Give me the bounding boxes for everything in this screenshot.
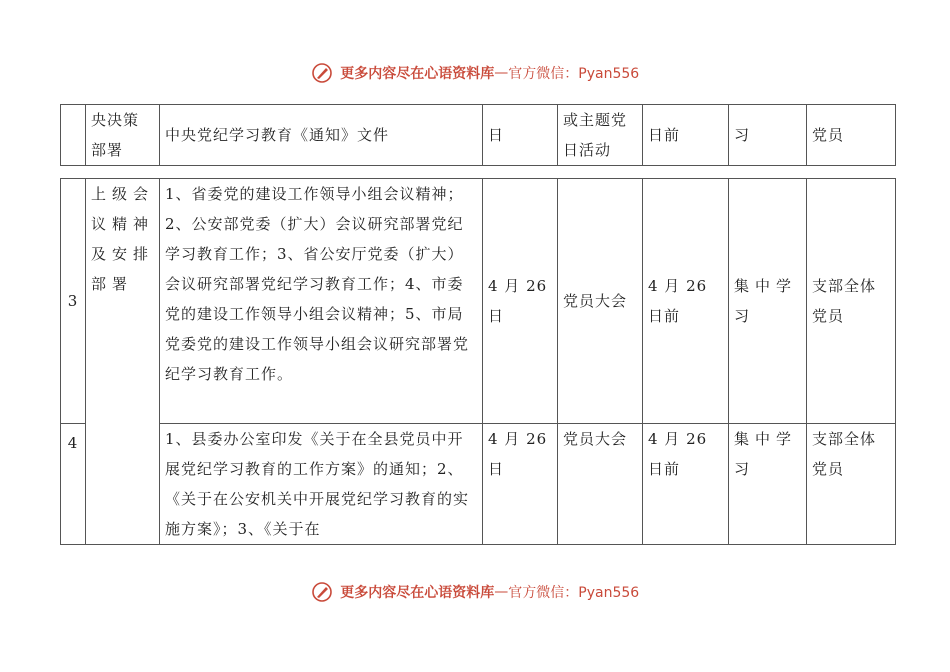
cell-content: 1、省委党的建设工作领导小组会议精神；2、公安部党委（扩大）会议研究部署党纪学习教育工作；3、省公安厅党委（扩大）会议研究部署党纪学习教育工作；4、市委党的建设工作领导小组会议精神；5、市局党委党的建设工作领导小组会议研究部署党纪学习教育工作。 [160, 179, 483, 424]
plan-table-main [60, 178, 896, 545]
cell-method: 集中学习 [729, 424, 807, 545]
cell-date: 4 月 26 日 [483, 424, 558, 545]
cell-source: 上级会议精神及安排部署 [86, 179, 160, 545]
cell-deadline: 4 月 26 日前 [643, 179, 729, 424]
table-row [61, 424, 896, 545]
cell-participants: 党员 [807, 105, 896, 166]
cell-method: 集中学习 [729, 179, 807, 424]
table-row [61, 105, 896, 166]
pen-logo-icon [311, 62, 333, 84]
cell-deadline: 4 月 26 日前 [643, 424, 729, 545]
watermark-bottom [0, 581, 950, 603]
watermark-text: 更多内容尽在心语资料库 [340, 66, 495, 82]
watermark-text: 更多内容尽在心语资料库 [340, 585, 495, 601]
watermark-source: 官方微信：Pyan556 [508, 66, 640, 82]
cell-num [61, 105, 86, 166]
watermark-separator: — [494, 65, 509, 81]
watermark-separator: — [494, 584, 509, 600]
cell-deadline: 日前 [643, 105, 729, 166]
cell-date: 4 月 26 日 [483, 179, 558, 424]
plan-table-top [60, 104, 896, 166]
cell-method: 习 [729, 105, 807, 166]
pen-logo-icon [311, 581, 333, 603]
watermark-top [0, 62, 950, 84]
watermark-source: 官方微信：Pyan556 [508, 585, 640, 601]
cell-participants: 支部全体党员 [807, 179, 896, 424]
cell-num: 3 [61, 179, 86, 424]
cell-participants: 支部全体党员 [807, 424, 896, 545]
cell-num: 4 [61, 424, 86, 545]
cell-date: 日 [483, 105, 558, 166]
cell-form: 党员大会 [558, 424, 643, 545]
cell-source: 央决策部署 [86, 105, 160, 166]
cell-content: 1、县委办公室印发《关于在全县党员中开展党纪学习教育的工作方案》的通知；2、《关于在公安机关中开展党纪学习教育的实施方案》；3、《关于在 [160, 424, 483, 545]
table-row [61, 179, 896, 424]
cell-form: 或主题党日活动 [558, 105, 643, 166]
cell-content: 中央党纪学习教育《通知》文件 [160, 105, 483, 166]
cell-form: 党员大会 [558, 179, 643, 424]
